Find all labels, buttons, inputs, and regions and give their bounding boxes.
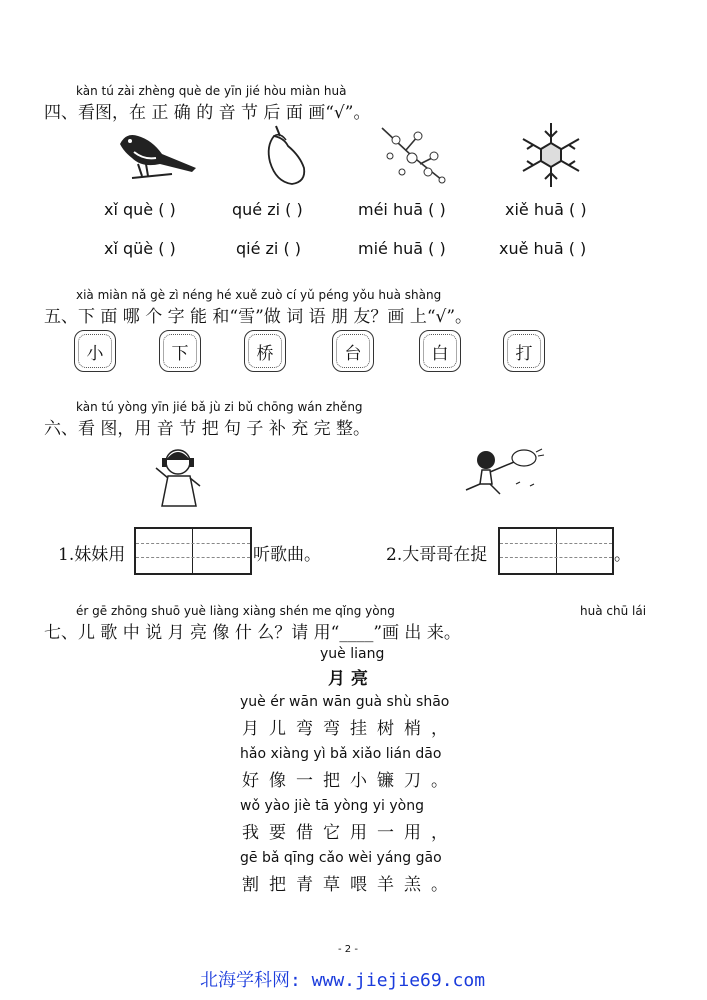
sec7-pinyin-end: huà chū lái (580, 604, 647, 618)
magpie-icon (112, 124, 200, 184)
sec6-pinyin: kàn tú yòng yīn jié bǎ jù zi bǔ chōng wán zhěng (76, 400, 363, 414)
poem-title: 月 亮 (328, 669, 368, 689)
poem-line-3-pinyin: wǒ yào jiè tā yòng yi yòng (240, 798, 425, 814)
option-2-4[interactable]: xuě huā ( ) (499, 239, 587, 258)
sec5-title: 五、下 面 哪 个 字 能 和“雪”做 词 语 朋 友？画 上“√”。 (44, 307, 473, 327)
poem-line-2: 好像一把小镰刀。 (242, 771, 458, 791)
eggplant-icon (262, 122, 312, 188)
answer-box-1[interactable] (134, 527, 252, 575)
q1-after: 听歌曲。 (253, 545, 321, 565)
sec7-pinyin: ér gē zhōng shuō yuè liàng xiàng shén me qǐng yòng (76, 604, 395, 618)
footer-site[interactable]: 北海学科网: www.jiejie69.com (200, 970, 486, 991)
plum-blossom-icon (376, 122, 448, 188)
char-box-2[interactable]: 下 (159, 330, 201, 372)
option-1-4[interactable]: xiě huā ( ) (505, 200, 587, 219)
boy-net-icon (456, 446, 546, 500)
sec7-title: 七、儿 歌 中 说 月 亮 像 什 么？请 用“____”画 出 来。 (44, 623, 461, 643)
char-box-5[interactable]: 白 (419, 330, 461, 372)
poem-line-1: 月儿弯弯挂树梢， (242, 719, 458, 739)
girl-headphones-icon (150, 446, 212, 510)
sec6-title: 六、看 图，用 音 节 把 句 子 补 充 完 整。 (44, 419, 371, 439)
char-box-6[interactable]: 打 (503, 330, 545, 372)
poem-line-1-pinyin: yuè ér wān wān guà shù shāo (240, 694, 450, 710)
char-box-1[interactable]: 小 (74, 330, 116, 372)
sec4-pinyin: kàn tú zài zhèng què de yīn jié hòu miàn huà (76, 84, 347, 98)
answer-box-2[interactable] (498, 527, 614, 575)
option-1-2[interactable]: qué zi ( ) (232, 200, 303, 219)
option-2-2[interactable]: qié zi ( ) (236, 239, 302, 258)
option-1-1[interactable]: xǐ què ( ) (104, 200, 176, 219)
option-2-1[interactable]: xǐ qüè ( ) (104, 239, 176, 258)
poem-line-2-pinyin: hǎo xiàng yì bǎ xiǎo lián dāo (240, 746, 442, 762)
sec5-pinyin: xià miàn nǎ gè zì néng hé xuě zuò cí yǔ péng yǒu huà shàng (76, 288, 442, 302)
option-1-3[interactable]: méi huā ( ) (358, 200, 446, 219)
q2-before: 2.大哥哥在捉 (386, 545, 488, 565)
poem-line-4: 割把青草喂羊羔。 (242, 875, 458, 895)
sec4-title: 四、看图，在 正 确 的 音 节 后 面 画“√”。 (44, 103, 371, 123)
page-number: - 2 - (338, 944, 358, 955)
option-2-3[interactable]: mié huā ( ) (358, 239, 446, 258)
char-box-4[interactable]: 台 (332, 330, 374, 372)
snowflake-icon (516, 120, 586, 190)
q2-after: 。 (614, 545, 631, 565)
poem-line-4-pinyin: gē bǎ qīng cǎo wèi yáng gāo (240, 850, 442, 866)
q1-before: 1.妹妹用 (58, 545, 126, 565)
poem-title-pinyin: yuè liang (320, 646, 385, 662)
char-box-3[interactable]: 桥 (244, 330, 286, 372)
poem-line-3: 我要借它用一用， (242, 823, 458, 843)
